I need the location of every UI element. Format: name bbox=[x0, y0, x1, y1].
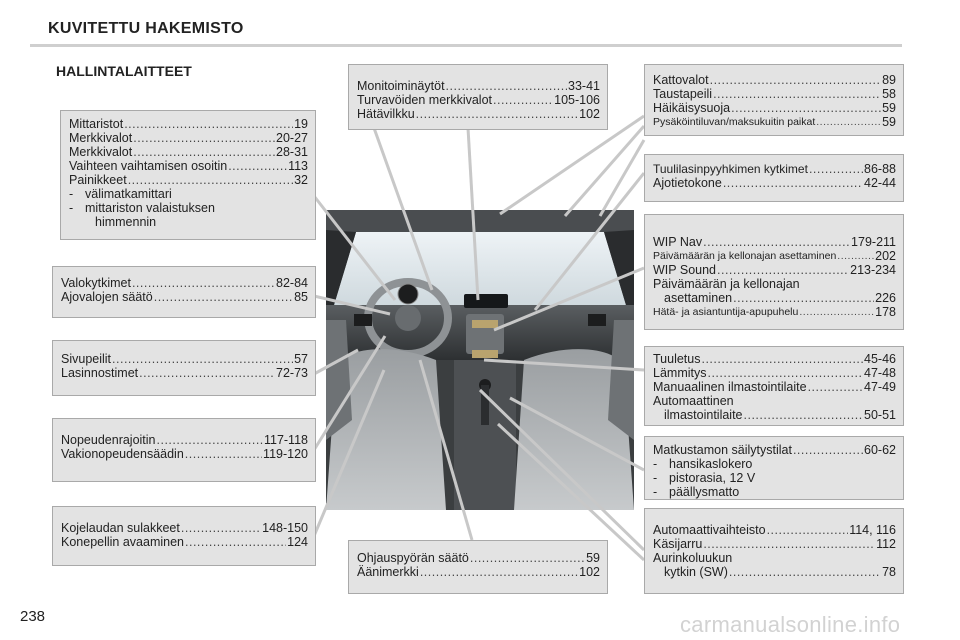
box-wipers bbox=[644, 154, 904, 202]
index-entry: Merkkivalot ..... 28-31 bbox=[69, 145, 308, 159]
index-entry: Päivämäärän ja kellonajan asettaminen ..... 202 bbox=[653, 249, 896, 263]
index-entry: WIP Nav ..... 179-211 bbox=[653, 235, 896, 249]
page-title: KUVITETTU HAKEMISTO bbox=[48, 20, 244, 37]
box-mirrors bbox=[52, 340, 316, 396]
box-displays bbox=[348, 64, 608, 130]
box-steering bbox=[348, 540, 608, 594]
index-entry: Vaihteen vaihtamisen osoitin ..... 113 bbox=[69, 159, 308, 173]
index-entry: Kattovalot ..... 89 bbox=[653, 73, 896, 87]
sub-item: - pistorasia, 12 V bbox=[653, 471, 756, 485]
index-entry: Hätä- ja asiantuntija-apupuhelu ..... 178 bbox=[653, 305, 896, 319]
sub-item: - mittariston valaistuksen bbox=[69, 201, 215, 215]
index-entry: Tuuletus ..... 45-46 bbox=[653, 352, 896, 366]
title-rule bbox=[30, 44, 902, 47]
index-entry: Vakionopeudensäädin ..... 119-120 bbox=[61, 447, 308, 461]
index-entry: Pysäköintiluvan/maksukuitin paikat ..... 59 bbox=[653, 115, 896, 129]
index-entry: Ajotietokone ..... 42-44 bbox=[653, 176, 896, 190]
index-entry: Lämmitys ..... 47-48 bbox=[653, 366, 896, 380]
index-entry: Ohjauspyörän säätö ..... 59 bbox=[357, 551, 600, 565]
index-entry: Valokytkimet ..... 82-84 bbox=[61, 276, 308, 290]
index-entry: Turvavöiden merkkivalot ..... 105-106 bbox=[357, 93, 600, 107]
index-entry: Häikäisysuoja ..... 59 bbox=[653, 101, 896, 115]
index-entry: asettaminen ..... 226 bbox=[653, 291, 896, 305]
watermark: carmanualsonline.info bbox=[680, 612, 901, 637]
index-entry: Automaattivaihteisto ..... 114, 116 bbox=[653, 523, 896, 537]
index-entry: Painikkeet ..... 32 bbox=[69, 173, 308, 187]
index-entry-start: Automaattinen bbox=[653, 394, 734, 408]
index-entry: Kojelaudan sulakkeet ..... 148-150 bbox=[61, 521, 308, 535]
sub-item: - päällysmatto bbox=[653, 485, 740, 499]
box-gearbox bbox=[644, 508, 904, 594]
box-fuses bbox=[52, 506, 316, 566]
index-entry: Manuaalinen ilmastointilaite ..... 47-49 bbox=[653, 380, 896, 394]
index-entry: Lasinnostimet ..... 72-73 bbox=[61, 366, 308, 380]
page-number: 238 bbox=[20, 608, 46, 625]
index-entry: Konepellin avaaminen ..... 124 bbox=[61, 535, 308, 549]
index-entry-start: Aurinkoluukun bbox=[653, 551, 733, 565]
index-entry: Tuulilasinpyyhkimen kytkimet ..... 86-88 bbox=[653, 162, 896, 176]
index-entry: Mittaristot ..... 19 bbox=[69, 117, 308, 131]
sub-item: himmennin bbox=[95, 215, 157, 229]
dashboard-photo bbox=[326, 210, 634, 510]
index-entry: Äänimerkki ..... 102 bbox=[357, 565, 600, 579]
box-audio-nav bbox=[644, 214, 904, 330]
index-entry-start: Päivämäärän ja kellonajan bbox=[653, 277, 800, 291]
index-entry: ilmastointilaite ..... 50-51 bbox=[653, 408, 896, 422]
index-entry: Merkkivalot ..... 20-27 bbox=[69, 131, 308, 145]
index-entry: kytkin (SW) ..... 78 bbox=[653, 565, 896, 579]
index-entry: WIP Sound ..... 213-234 bbox=[653, 263, 896, 277]
index-entry: Hätävilkku ..... 102 bbox=[357, 107, 600, 121]
sub-item: - hansikaslokero bbox=[653, 457, 753, 471]
sub-item: - välimatkamittari bbox=[69, 187, 172, 201]
index-entry: Nopeudenrajoitin ..... 117-118 bbox=[61, 433, 308, 447]
index-entry: Monitoiminäytöt ..... 33-41 bbox=[357, 79, 600, 93]
box-roof bbox=[644, 64, 904, 136]
index-entry: Käsijarru ..... 112 bbox=[653, 537, 896, 551]
index-entry: Matkustamon säilytystilat ..... 60-62 bbox=[653, 443, 896, 457]
box-speed bbox=[52, 418, 316, 482]
box-climate bbox=[644, 346, 904, 426]
box-storage bbox=[644, 436, 904, 500]
section-title: HALLINTALAITTEET bbox=[56, 63, 192, 79]
box-instruments bbox=[60, 110, 316, 240]
index-entry: Sivupeilit ..... 57 bbox=[61, 352, 308, 366]
box-lights bbox=[52, 266, 316, 318]
index-entry: Taustapeili ..... 58 bbox=[653, 87, 896, 101]
index-entry: Ajovalojen säätö ..... 85 bbox=[61, 290, 308, 304]
